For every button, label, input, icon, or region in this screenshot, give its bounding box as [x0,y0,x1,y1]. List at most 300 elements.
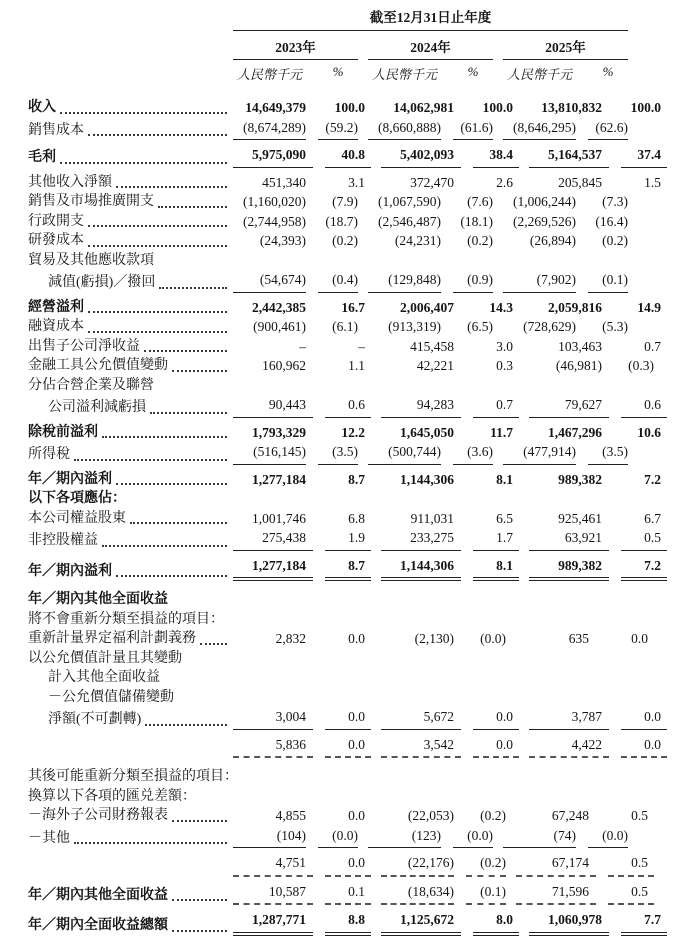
percent-cell: (62.6) [588,118,628,141]
amount-cell: (18,634) [381,882,454,906]
row-label-text: 年／期內溢利 [28,471,112,487]
percent-cell: 0.0 [325,735,371,759]
row-label-text: 行政開支 [28,213,84,229]
percent-cell: 1.7 [473,528,519,551]
amount-cell: 10,587 [233,882,313,906]
percent-cell: (7.3) [602,194,628,209]
table-row [28,470,661,490]
amount-cell: 4,855 [275,808,306,823]
table-row [28,356,656,376]
row-label [28,317,233,337]
amount-cell: 1,793,329 [252,424,306,440]
amount-cell: 71,596 [516,882,596,906]
row-label-text: 收入 [28,100,56,115]
row-label-text: 年／期內其他全面收益 [28,887,168,903]
percent-cell: 100.0 [334,100,365,115]
table-row [28,298,661,318]
row-label [28,356,233,376]
table-row [28,767,656,787]
unit-group-2024 [368,64,493,83]
row-label-text: 年／期內溢利 [28,563,112,579]
table-row [28,395,661,418]
table-row [28,787,656,807]
percent-cell: (0.0) [453,826,493,849]
percent-cell: 40.8 [325,145,371,168]
year-header-2024: 2024年 [368,36,493,60]
percent-cell: 100.0 [482,100,513,115]
row-label-text: 金融工具公允價值變動 [28,358,168,373]
percent-cell: (3.5) [588,442,628,465]
amount-cell: (24,231) [394,233,441,248]
amount-cell: 4,422 [529,735,609,759]
table-row [28,826,656,849]
header-columns [233,6,628,83]
percent-cell: (0.1) [588,270,628,293]
percent-cell: (5.3) [602,319,628,334]
table-row [28,629,656,649]
table-row [28,98,661,118]
row-label-text: 換算以下各項的匯兑差額： [28,788,196,804]
percent-cell: (6.5) [467,319,493,334]
table-row [28,590,656,610]
row-label [28,688,233,708]
amount-cell: (123) [368,826,441,849]
dot-leader [172,899,227,901]
amount-cell: – [299,338,306,354]
row-label [28,212,233,232]
row-label [28,590,233,610]
amount-cell: 233,275 [381,528,461,551]
row-label-text: 將不會重新分類至損益的項目： [28,611,224,627]
amount-cell: 415,458 [410,338,454,354]
row-label [28,767,238,787]
table-row [28,423,661,443]
row-label-text: 出售子公司淨收益 [28,338,140,354]
dot-leader [150,412,227,414]
amount-cell: 5,975,090 [233,145,313,168]
percent-label: % [602,64,614,79]
amount-cell: (7,902) [503,270,576,293]
percent-cell: 0.6 [621,395,667,418]
amount-cell: 5,672 [381,707,461,730]
row-label [28,192,233,212]
table-row [28,668,656,688]
amount-cell: (2,130) [414,631,454,646]
percent-cell: 0.0 [621,735,667,759]
row-label-text: －海外子公司財務報表 [28,808,168,823]
percent-cell: (3.6) [453,442,493,465]
amount-cell: (728,629) [523,319,576,334]
amount-cell: 1,645,050 [400,424,454,440]
amount-cell: 2,059,816 [548,299,602,315]
amount-cell: 2,006,407 [400,299,454,315]
amount-cell: (2,546,487) [378,213,441,229]
percent-cell: 0.0 [631,631,648,646]
percent-cell: (7.9) [332,194,358,209]
amount-cell: (22,053) [407,808,454,823]
dot-leader [88,225,227,227]
table-row [28,910,661,936]
row-label [28,668,233,688]
percent-cell: 0.3 [496,358,513,373]
percent-cell: (0.1) [466,882,506,906]
row-label-text: 以下各項應佔： [28,491,126,506]
amount-cell: 205,845 [558,174,602,190]
percent-cell: – [358,338,365,354]
percent-cell: 0.5 [631,808,648,823]
percent-cell: 14.3 [489,299,513,315]
amount-cell: 635 [568,631,589,646]
percent-cell: (0.2) [332,233,358,248]
year-header-2025: 2025年 [503,36,628,60]
table-row [28,882,656,906]
row-label-text: 以公允價值計量且其變動 [28,650,182,666]
amount-cell: (22,176) [381,853,454,877]
table-row [28,376,656,396]
row-label-text: 計入其他全面收益 [48,670,160,685]
percent-cell: (0.2) [602,233,628,248]
percent-cell: 100.0 [630,100,661,115]
row-label [28,610,233,630]
row-label [28,273,233,293]
percent-cell: 3.1 [348,174,365,190]
amount-cell: 14,062,981 [393,100,454,115]
year-header-row [233,36,628,60]
table-row [28,528,661,551]
row-label-text: 重新計量界定福利計劃義務 [28,631,196,646]
amount-cell: 1,467,296 [548,424,602,440]
dot-leader [200,643,227,645]
percent-cell: 0.0 [473,707,519,730]
percent-cell: 0.0 [348,631,365,646]
unit-label: 人民幣千元 [371,67,437,82]
row-label [28,173,233,193]
amount-cell: 63,921 [529,528,609,551]
unit-group-2025 [503,64,628,83]
percent-cell: (0.2) [466,853,506,877]
percent-cell: (0.4) [318,270,358,293]
amount-cell: 275,438 [233,528,313,551]
amount-cell: 13,810,832 [541,100,602,115]
percent-cell: 0.5 [621,528,667,551]
amount-cell: 67,174 [516,853,596,877]
amount-cell: 5,836 [233,735,313,759]
percent-cell: (0.0) [480,631,506,646]
row-label [28,98,233,118]
percent-cell: 8.0 [473,910,519,936]
dot-leader [88,311,227,313]
amount-cell: 989,382 [558,471,602,487]
row-label-text: 所得稅 [28,447,70,462]
percent-cell: 14.9 [637,299,661,315]
dot-leader [172,930,227,932]
row-label-text: 其後可能重新分類至損益的項目： [28,769,238,784]
dot-leader [60,112,227,114]
row-label [28,423,233,443]
amount-cell: 3,004 [233,707,313,730]
dot-leader [88,331,227,333]
percent-cell: (0.0) [588,826,628,849]
amount-cell: (8,646,295) [503,118,576,141]
amount-cell: 1,125,672 [381,910,461,936]
table-row [28,192,656,212]
percent-cell: 7.2 [644,471,661,487]
amount-cell: 79,627 [529,395,609,418]
percent-cell: 8.1 [473,556,519,582]
dot-leader [159,287,227,289]
dot-leader [172,370,227,372]
percent-cell: (59.2) [318,118,358,141]
percent-cell: 0.0 [348,808,365,823]
percent-cell: 8.7 [325,556,371,582]
period-header: 截至12月31日止年度 [233,6,628,31]
percent-cell: 0.5 [608,882,654,906]
amount-cell: (2,269,526) [513,213,576,229]
percent-cell: 6.5 [496,510,513,526]
table-row [28,317,656,337]
dot-leader [88,245,227,247]
percent-cell: (3.5) [318,442,358,465]
table-row [28,489,656,509]
amount-cell: 94,283 [381,395,461,418]
row-label-text: 其他收入淨額 [28,174,112,190]
table-row [28,853,656,877]
dot-leader [88,134,227,136]
row-label [28,470,233,490]
percent-cell: 0.0 [473,735,519,759]
amount-cell: 103,463 [558,338,602,354]
percent-cell: 11.7 [490,424,513,440]
percent-cell: (0.0) [318,826,358,849]
dot-leader [116,483,227,485]
table-row [28,173,661,193]
amount-cell: (26,894) [529,233,576,248]
percent-cell: 8.7 [348,471,365,487]
row-label [28,509,233,529]
table-row [28,231,656,251]
row-label-text: 公司溢利減虧損 [48,400,146,415]
row-label [28,298,233,318]
dot-leader [145,724,227,726]
row-label-text: －其他 [28,830,70,846]
amount-cell: (477,914) [503,442,576,465]
amount-cell: (1,006,244) [513,194,576,209]
row-label [28,916,233,936]
percent-cell: (18.7) [325,213,358,229]
amount-cell: (1,160,020) [243,194,306,209]
unit-label: 人民幣千元 [506,67,572,82]
table-row [28,735,661,759]
row-label [28,121,233,141]
row-label [28,531,233,551]
row-label-text: 銷售成本 [28,122,84,138]
percent-cell: (7.6) [467,194,493,209]
percent-cell: 0.1 [325,882,371,906]
amount-cell: (1,067,590) [378,194,441,209]
amount-cell: (46,981) [555,358,602,373]
amount-cell: 372,470 [410,174,454,190]
table-row [28,556,661,582]
row-label [28,787,233,807]
dot-leader [74,842,227,844]
amount-cell: (24,393) [259,233,306,248]
percent-cell: 0.5 [608,853,654,877]
table-row [28,212,656,232]
table-row [28,270,656,293]
amount-cell: (74) [503,826,576,849]
percent-cell: (0.2) [480,808,506,823]
percent-cell: (18.1) [460,213,493,229]
row-label-text: 年／期內其他全面收益 [28,592,168,607]
percent-cell: 7.7 [621,910,667,936]
dot-leader [116,575,227,577]
table-row [28,251,656,271]
amount-cell: (129,848) [368,270,441,293]
amount-cell: 1,144,306 [400,471,454,487]
amount-cell: 14,649,379 [245,100,306,115]
percent-cell: 1.1 [348,358,365,373]
row-label-text: 經營溢利 [28,299,84,315]
percent-cell: 16.7 [341,299,365,315]
amount-cell: 160,962 [262,358,306,373]
percent-cell: 0.6 [325,395,371,418]
unit-label: 人民幣千元 [236,67,302,82]
amount-cell: 925,461 [558,510,602,526]
amount-cell: (516,145) [233,442,306,465]
percent-cell: 38.4 [473,145,519,168]
row-label-text: 減值(虧損)／撥回 [48,275,156,290]
row-label [28,251,233,271]
amount-cell: 1,144,306 [381,556,461,582]
table-row [28,649,656,669]
table-row [28,442,656,465]
dot-leader [116,186,227,188]
percent-cell: 3.0 [496,338,513,354]
percent-cell: 2.6 [496,174,513,190]
row-label-text: 研發成本 [28,233,84,248]
row-label [28,829,233,849]
amount-cell: (104) [233,826,306,849]
amount-cell: 3,542 [381,735,461,759]
amount-cell: (2,744,958) [243,213,306,229]
percent-label: % [332,64,344,79]
row-label [28,398,233,418]
percent-cell: (16.4) [595,213,628,229]
table-row [28,707,661,730]
amount-cell: (913,319) [388,319,441,334]
amount-cell: 451,340 [262,174,306,190]
amount-cell: 1,001,746 [252,510,306,526]
amount-cell: (8,660,888) [368,118,441,141]
dot-leader [74,459,227,461]
percent-cell: 37.4 [621,145,667,168]
table-row [28,806,656,826]
row-label [28,231,233,251]
row-label-text: 年／期內全面收益總額 [28,918,168,933]
percent-cell: 6.8 [348,510,365,526]
amount-cell: 3,787 [529,707,609,730]
amount-cell: (500,744) [368,442,441,465]
amount-cell: 1,277,184 [233,556,313,582]
table-row [28,337,661,357]
row-label [28,649,233,669]
row-label-text: 分佔合營企業及聯營 [28,377,154,393]
table-row [28,688,656,708]
row-label-text: 毛利 [28,150,56,165]
amount-cell: 2,832 [275,631,306,646]
table-body [28,98,661,936]
unit-group-2023 [233,64,358,83]
table-row [28,118,656,141]
row-label [28,489,233,509]
dot-leader [102,436,227,438]
percent-cell: 0.7 [644,338,661,354]
percent-cell: 8.8 [325,910,371,936]
percent-label: % [467,64,479,79]
table-header [28,6,656,83]
percent-cell: 1.5 [644,174,661,190]
percent-cell: 0.0 [325,853,371,877]
percent-cell: 1.9 [325,528,371,551]
percent-cell: 6.7 [644,510,661,526]
row-label [28,148,233,168]
row-label [28,337,233,357]
dot-leader [130,522,227,524]
amount-cell: 5,164,537 [529,145,609,168]
percent-cell: 12.2 [341,424,365,440]
amount-cell: 90,443 [233,395,313,418]
row-label-text: 本公司權益股東 [28,510,126,526]
percent-cell: 10.6 [637,424,661,440]
percent-cell: (0.2) [467,233,493,248]
row-label-text: 淨額(不可劃轉) [48,712,142,727]
percent-cell: (0.9) [453,270,493,293]
row-label-text: 銷售及市場推廣開支 [28,194,154,209]
unit-header-row [233,64,628,83]
percent-cell: (0.3) [628,358,654,373]
dot-leader [144,350,227,352]
dot-leader [172,820,227,822]
amount-cell: 1,287,771 [233,910,313,936]
amount-cell: 2,442,385 [252,299,306,315]
amount-cell: 989,382 [529,556,609,582]
row-label [28,376,233,396]
amount-cell: 4,751 [233,853,313,877]
amount-cell: 67,248 [551,808,589,823]
label-column-spacer [28,6,233,83]
table-row [28,509,661,529]
percent-cell: (61.6) [453,118,493,141]
row-label-text: 貿易及其他應收款項 [28,252,154,268]
row-label [28,710,233,730]
percent-cell: (6.1) [332,319,358,334]
percent-cell: 0.7 [473,395,519,418]
amount-cell: 5,402,093 [381,145,461,168]
row-label [28,806,233,826]
table-row [28,145,661,168]
dot-leader [60,162,227,164]
percent-cell: 0.0 [621,707,667,730]
row-label [28,445,233,465]
row-label-text: 除稅前溢利 [28,424,98,440]
year-header-2023: 2023年 [233,36,358,60]
amount-cell: (900,461) [253,319,306,334]
row-label-text: －公允價值儲備變動 [48,689,174,705]
row-label [28,886,233,906]
dot-leader [102,545,227,547]
amount-cell: 1,060,978 [529,910,609,936]
amount-cell: 1,277,184 [252,471,306,487]
